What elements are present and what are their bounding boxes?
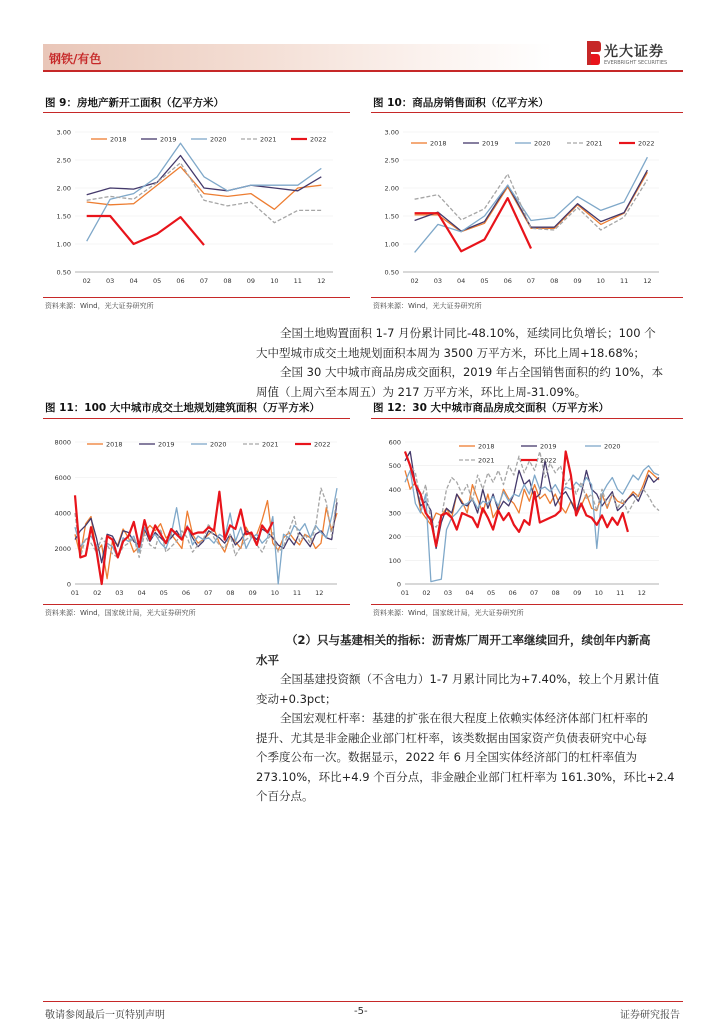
y-tick-label: 8000 (54, 438, 71, 447)
y-tick-label: 3.00 (384, 128, 399, 137)
logo-name: 光大证券 (604, 44, 664, 60)
legend-label: 2018 (478, 442, 495, 451)
x-tick-label: 04 (129, 277, 138, 285)
paragraph-line: 大中型城市成交土地规划面积本周为 3500 万平方米，环比上周+18.68%； (256, 345, 646, 360)
x-tick-label: 05 (152, 277, 162, 285)
paragraph-line: 提升、尤其是非金融企业部门杠杆率，该类数据由国家资产负债表研究中心每 (256, 730, 647, 745)
series-line-2020 (87, 143, 322, 241)
legend-label: 2021 (586, 139, 603, 148)
series-line-2020 (405, 466, 659, 582)
figure-10-title: 图 10：商品房销售面积（亿平方米） (373, 97, 549, 109)
legend-label: 2018 (106, 440, 123, 449)
x-tick-label: 12 (315, 589, 324, 597)
figure-9-bottom-rule (43, 297, 350, 298)
figure-9-source: 资料来源：Wind，光大证券研究所 (45, 302, 154, 310)
footer-rule (43, 1001, 683, 1002)
paragraph-line: 个百分点。 (256, 789, 314, 803)
series-line-2019 (405, 452, 659, 549)
paragraph-land-purchase (256, 324, 663, 402)
paragraph-line: 个季度公布一次。数据显示，2022 年 6 月全国实体经济部门的杠杆率值为 (256, 750, 638, 764)
legend-label: 2021 (262, 440, 279, 449)
paragraph-line: 全国土地购置面积 1-7 月份累计同比-48.10%，延续同比负增长；100 个 (280, 326, 656, 340)
legend-label: 2022 (638, 139, 655, 148)
legend-label: 2018 (110, 135, 127, 144)
y-tick-label: 0 (396, 580, 401, 589)
x-tick-label: 09 (246, 277, 256, 285)
x-tick-label: 12 (317, 277, 326, 285)
x-tick-label: 02 (410, 277, 419, 285)
y-tick-label: 600 (388, 438, 401, 447)
figure-9-chart (43, 118, 353, 293)
x-tick-label: 02 (82, 277, 91, 285)
y-tick-label: 4000 (54, 509, 71, 518)
y-tick-label: 1.50 (384, 212, 399, 221)
infrastructure-section (256, 631, 675, 807)
x-tick-label: 07 (526, 277, 536, 285)
x-tick-label: 11 (619, 277, 629, 285)
x-tick-label: 08 (551, 589, 560, 597)
section-label: 钢铁/有色 (49, 52, 102, 66)
paragraph-line: 273.10%，环比+4.9 个百分点，非金融企业部门杠杆率为 161.30%，环比+2.4 (256, 769, 675, 784)
legend-label: 2020 (210, 440, 227, 449)
x-tick-label: 05 (159, 589, 168, 597)
x-tick-label: 03 (443, 589, 453, 597)
x-tick-label: 04 (457, 277, 466, 285)
x-tick-label: 06 (508, 589, 517, 597)
figure-12-source: 资料来源：Wind，国家统计局，光大证券研究所 (373, 609, 524, 617)
x-tick-label: 03 (433, 277, 443, 285)
x-tick-label: 11 (293, 277, 302, 285)
y-tick-label: 1.50 (56, 212, 71, 221)
figure-12-chart (371, 424, 683, 602)
footer-disclaimer: 敬请参阅最后一页特别声明 (45, 1010, 165, 1021)
figure-10-bottom-rule (371, 297, 683, 298)
x-tick-label: 06 (176, 277, 185, 285)
x-tick-label: 10 (596, 277, 605, 285)
paragraph-line: 变动+0.3pct； (256, 691, 337, 706)
y-tick-label: 500 (388, 462, 401, 471)
figure-9-rule (43, 112, 350, 113)
figure-11-bottom-rule (43, 604, 350, 605)
figure-10-source: 资料来源：Wind，光大证券研究所 (373, 302, 482, 310)
x-tick-label: 05 (480, 277, 489, 285)
legend-label: 2022 (540, 456, 557, 465)
series-line-2019 (87, 156, 322, 195)
x-tick-label: 10 (594, 589, 603, 597)
header-band (43, 44, 553, 70)
x-tick-label: 03 (106, 277, 115, 285)
x-tick-label: 11 (616, 589, 625, 597)
paragraph-line: 全国 30 大中城市商品房成交面积，2019 年占全国销售面积的约 10%，本 (280, 365, 664, 379)
legend-label: 2021 (260, 135, 277, 144)
y-tick-label: 2.50 (56, 156, 71, 165)
brand-logo (586, 40, 686, 70)
x-tick-label: 06 (503, 277, 512, 285)
logo-name-en: EVERBRIGHT SECURITIES (604, 60, 668, 66)
y-tick-label: 2000 (54, 545, 71, 553)
y-tick-label: 200 (388, 533, 401, 542)
header-rule (43, 70, 683, 72)
series-line-2022 (87, 216, 204, 245)
figure-10-chart (371, 118, 683, 293)
x-tick-label: 02 (422, 589, 431, 597)
series-line-2019 (415, 170, 648, 231)
y-tick-label: 2.00 (384, 184, 399, 193)
x-tick-label: 08 (223, 277, 232, 285)
x-tick-label: 06 (181, 589, 191, 597)
x-tick-label: 09 (573, 277, 582, 285)
x-tick-label: 01 (70, 589, 80, 597)
x-tick-label: 04 (465, 589, 474, 597)
legend-label: 2019 (482, 139, 499, 148)
x-tick-label: 08 (226, 589, 235, 597)
paragraph-line: 全国基建投资额（不含电力）1-7 月累计同比为+7.40%，较上个月累计值 (280, 672, 660, 686)
legend-label: 2022 (314, 440, 331, 449)
y-tick-label: 2.50 (384, 156, 399, 165)
y-tick-label: 1.00 (56, 240, 71, 249)
logo-mark-icon (586, 40, 602, 68)
x-tick-label: 12 (643, 277, 652, 285)
legend-label: 2019 (160, 135, 177, 144)
y-tick-label: 300 (388, 509, 401, 518)
x-tick-label: 10 (270, 589, 279, 597)
x-tick-label: 07 (204, 589, 213, 597)
x-tick-label: 07 (530, 589, 539, 597)
x-tick-label: 08 (550, 277, 559, 285)
footer-report-type: 证券研究报告 (620, 1010, 680, 1021)
figure-10-rule (371, 112, 683, 113)
x-tick-label: 09 (248, 589, 257, 597)
paragraph-line: 周值（上周六至本周五）为 217 万平方米，环比上周-31.09%。 (256, 384, 587, 399)
y-tick-label: 0.50 (384, 268, 399, 277)
figure-11-rule (43, 418, 350, 419)
figure-12-bottom-rule (371, 604, 683, 605)
y-tick-label: 400 (388, 485, 401, 494)
series-line-2018 (415, 172, 648, 231)
y-tick-label: 2.00 (56, 184, 71, 193)
legend-label: 2022 (310, 135, 327, 144)
figure-9-title: 图 9：房地产新开工面积（亿平方米） (45, 97, 224, 109)
x-tick-label: 04 (137, 589, 146, 597)
figure-11-source: 资料来源：Wind，国家统计局，光大证券研究所 (45, 609, 196, 617)
y-tick-label: 0.50 (56, 268, 71, 277)
y-tick-label: 6000 (54, 474, 71, 482)
x-tick-label: 11 (292, 589, 302, 597)
paragraph-line: 全国宏观杠杆率：基建的扩张在很大程度上依赖实体经济体部门杠杆率的 (280, 711, 648, 725)
legend-label: 2019 (540, 442, 557, 451)
legend-label: 2021 (478, 456, 495, 465)
series-line-2020 (415, 157, 648, 252)
y-tick-label: 1.00 (384, 240, 399, 249)
figure-11-title: 图 11：100 大中城市成交土地规划建筑面积（万平方米） (45, 402, 320, 414)
series-line-2022 (415, 198, 531, 251)
x-tick-label: 07 (199, 277, 209, 285)
legend-label: 2020 (604, 442, 621, 451)
legend-label: 2018 (430, 139, 447, 148)
section-heading: 水平 (256, 652, 279, 667)
legend-label: 2020 (210, 135, 227, 144)
x-tick-label: 02 (93, 589, 102, 597)
x-tick-label: 12 (637, 589, 646, 597)
x-tick-label: 10 (270, 277, 279, 285)
figure-12-title: 图 12：30 大中城市商品房成交面积（万平方米） (373, 402, 610, 414)
y-tick-label: 0 (66, 580, 71, 589)
figure-12-rule (371, 418, 683, 419)
section-heading: （2）只与基建相关的指标：沥青炼厂周开工率继续回升，续创年内新高 (286, 633, 651, 647)
y-tick-label: 100 (388, 556, 401, 565)
y-tick-label: 3.00 (56, 128, 71, 137)
x-tick-label: 01 (400, 589, 410, 597)
page-number: -5- (354, 1006, 368, 1017)
x-tick-label: 03 (115, 589, 124, 597)
legend-label: 2019 (158, 440, 175, 449)
legend-label: 2020 (534, 139, 551, 148)
x-tick-label: 05 (486, 589, 496, 597)
x-tick-label: 09 (573, 589, 582, 597)
figure-11-chart (43, 424, 353, 602)
